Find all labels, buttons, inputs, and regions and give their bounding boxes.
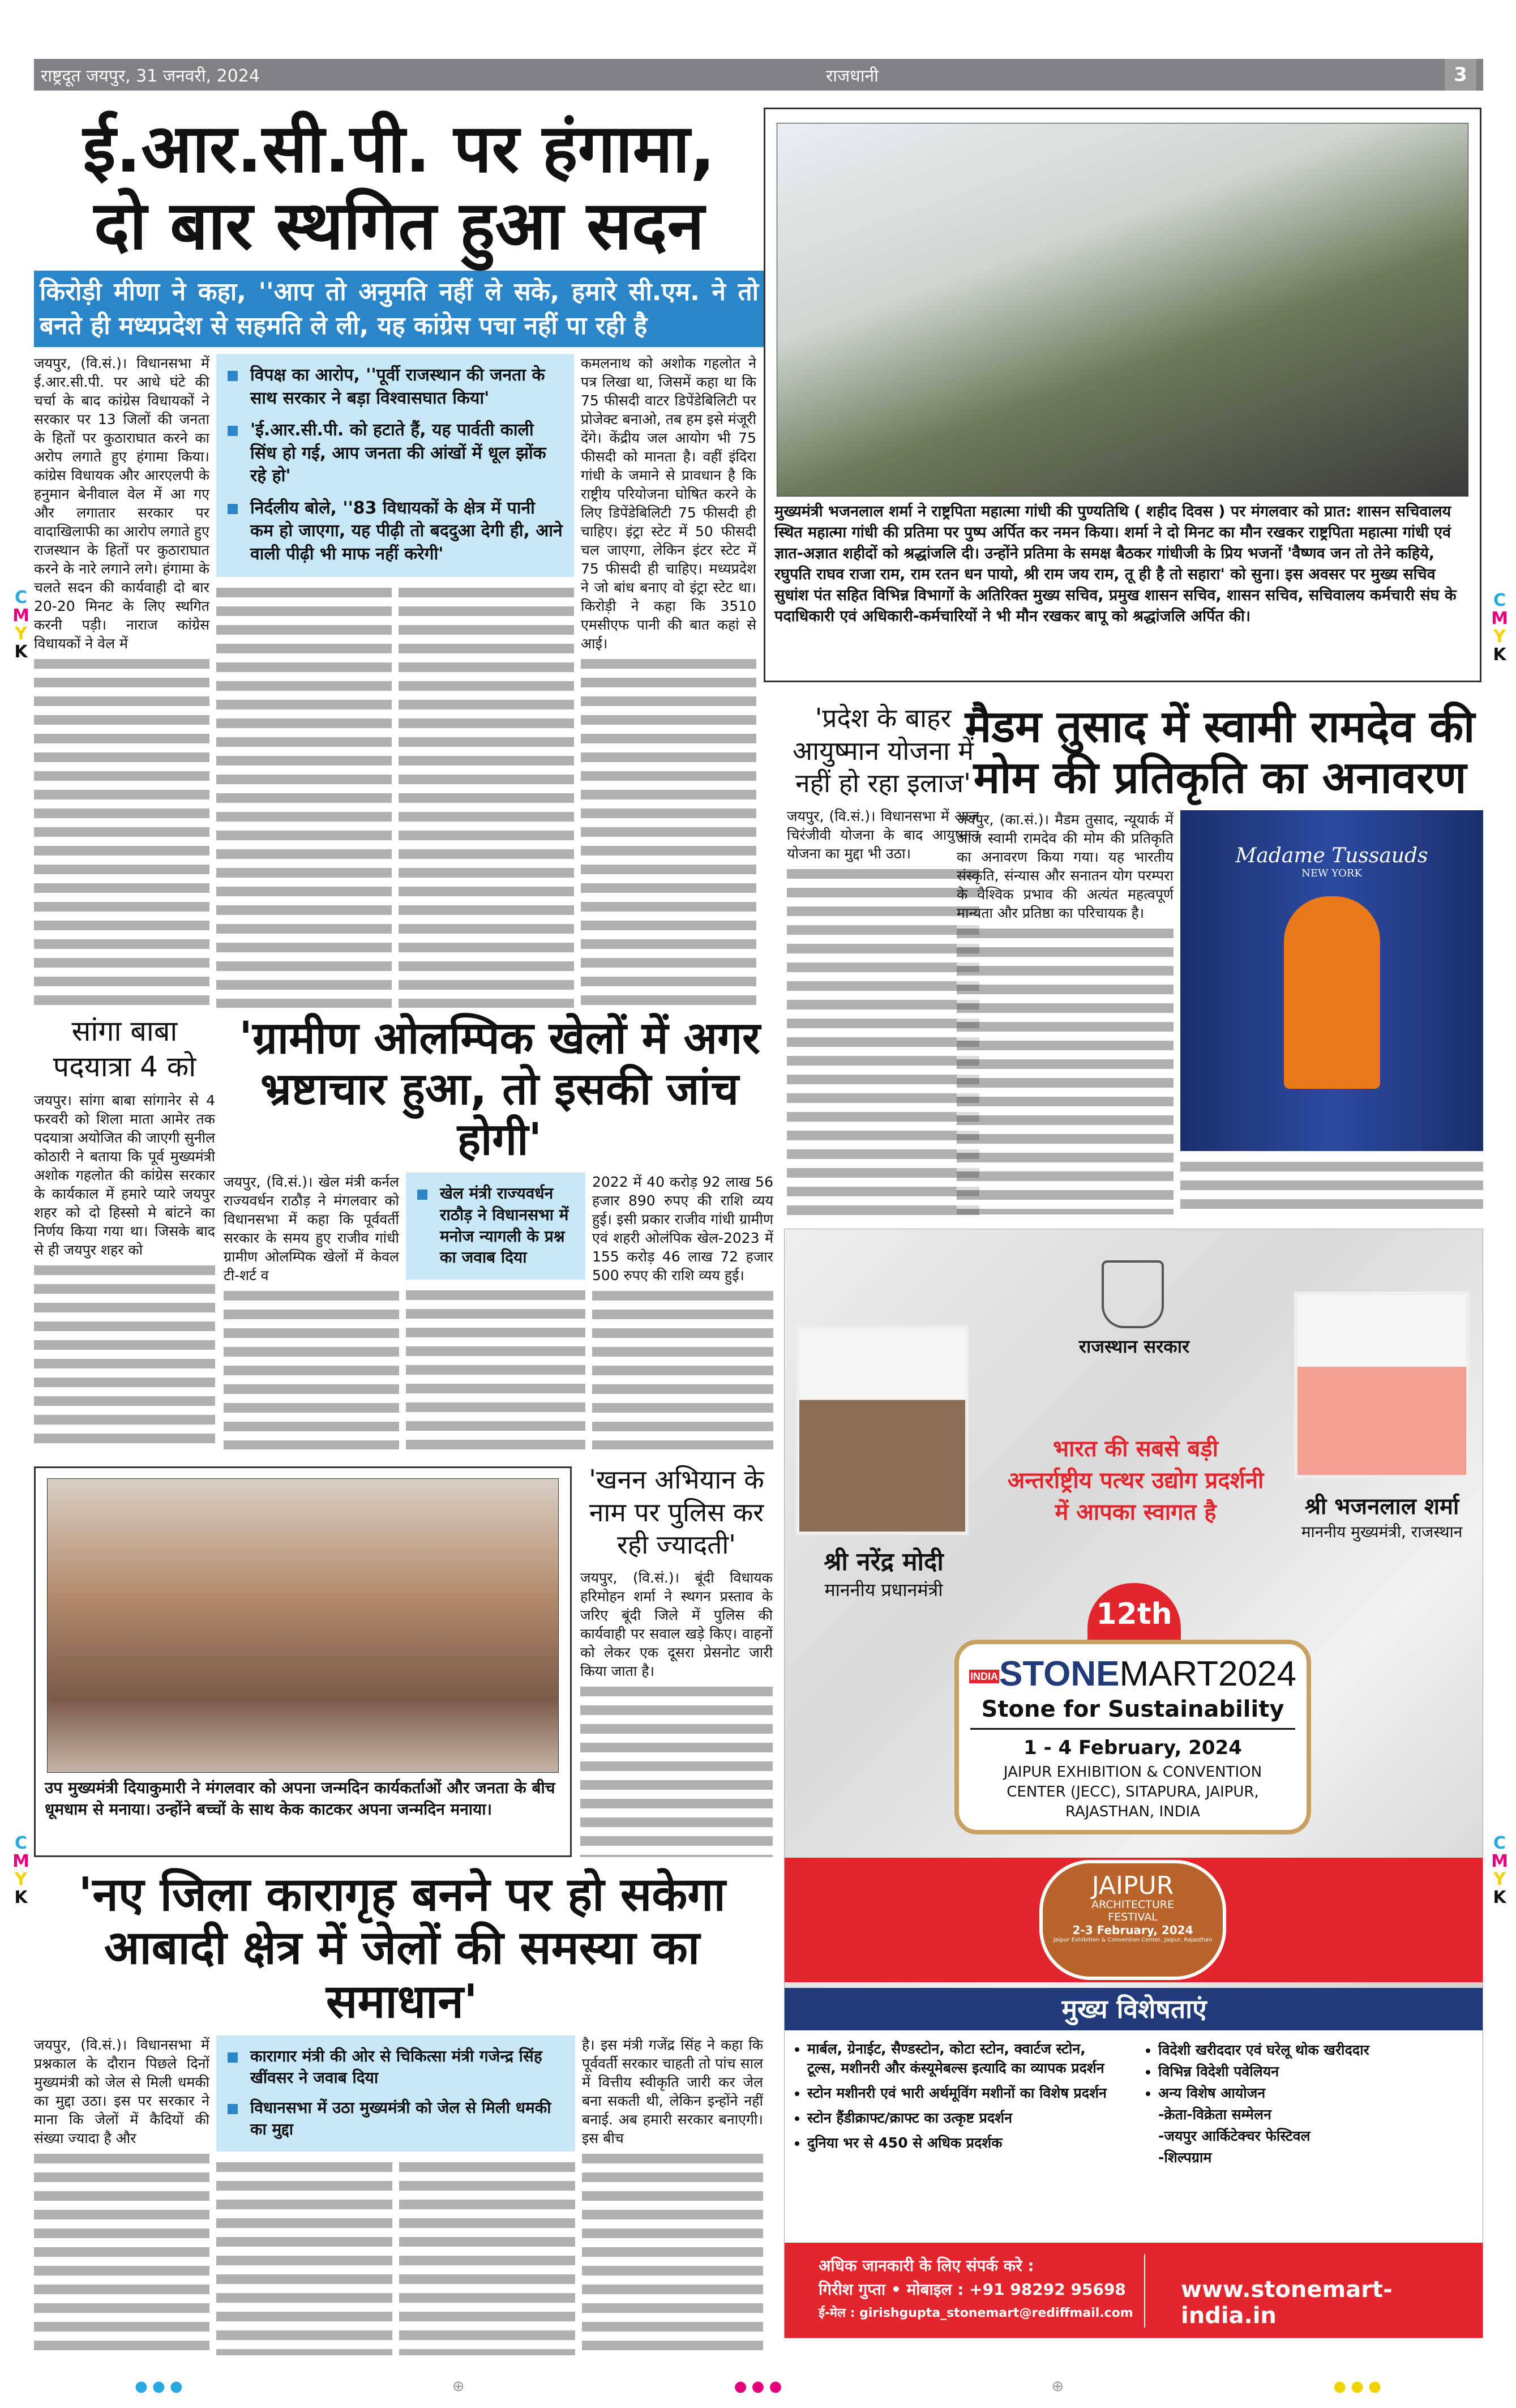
jaf-sub1: ARCHITECTURE <box>1091 1898 1174 1911</box>
body-text-lines <box>399 2158 575 2355</box>
welcome-line: भारत की सबसे बड़ी <box>1052 1436 1219 1462</box>
cmyk-y: Y <box>1493 627 1506 647</box>
feature-item: • विभिन्न विदेशी पवेलियन <box>1158 2061 1470 2082</box>
khanan-column <box>580 1568 773 1858</box>
olympic-column-1 <box>224 1173 399 1449</box>
logo-india: INDIA <box>970 1670 999 1682</box>
ayushman-body-text: जयपुर, (वि.सं.)। विधानसभा में आज चिरंजीवी योजना के बाद आयुष्मान योजना का मुद्दा भी उठा। <box>787 807 979 862</box>
logo-stone: STONE <box>999 1654 1120 1693</box>
body-text-lines <box>582 2150 763 2355</box>
tussauds-body-text: जयपुर, (का.सं.)। मैडम तुसाद, न्यूयार्क में आज स्वामी रामदेव की मोम की प्रतिकृति का अनावरण किया गया। यह भारतीय संस्कृति, संन्यास और सनातन योग परम्परा के वैश्विक प्रभाव की अत्यंत महत्वपूर्ण मान्यता और प्रतिष्ठा का परिचायक है। <box>957 811 1174 922</box>
cmyk-c: C <box>1493 591 1506 610</box>
jail-column-1 <box>34 2035 209 2355</box>
khanan-body-text: जयपुर, (वि.सं.)। बूंदी विधायक हरिमोहन शर्मा ने स्थगन प्रस्ताव के जरिए बूंदी जिले में पुलिस की कार्यवाही पर सवाल खड़े किए। वाहनों को लेकर एक दूसरा प्रेसनोट जारी किया जाता है। <box>580 1569 773 1679</box>
lead-columns <box>34 354 764 1008</box>
cmyk-y: Y <box>15 624 27 644</box>
tussauds-right <box>1180 810 1483 1214</box>
jail-middle-columns <box>216 2158 575 2355</box>
olympic-column-2 <box>406 1286 585 1449</box>
gandhi-photo-frame <box>764 108 1481 682</box>
feature-item: • दुनिया भर से 450 से अधिक प्रदर्शक <box>807 2133 1113 2153</box>
olympic-body-text: 2022 में 40 करोड़ 92 लाख 56 हजार 890 रुपए की राशि व्यय हुई। इसी प्रकार राजीव गांधी ग्रामीण एवं शहरी ओलंपिक खेल-2023 में 155 करोड़ 46 लाख 72 हजार 500 रुपए की राशि व्यय हुई। <box>592 1174 773 1284</box>
cmyk-c: C <box>1493 1833 1506 1853</box>
jail-column-3 <box>399 2158 575 2355</box>
diya-kumari-photo-frame <box>34 1466 572 1857</box>
stonemart-logo <box>959 1654 1307 1693</box>
lead-story <box>34 110 764 1008</box>
feature-item: • अन्य विशेष आयोजन <box>1158 2082 1470 2104</box>
feature-item: • विदेशी खरीददार एवं घरेलू थोक खरीददार <box>1158 2039 1470 2061</box>
statue-figure <box>1284 896 1380 1089</box>
jaf-sub2: FESTIVAL <box>1108 1911 1158 1923</box>
birthday-celebration-photo <box>47 1478 559 1773</box>
welcome-line: अन्तर्राष्ट्रीय पत्थर उद्योग प्रदर्शनी <box>1007 1468 1264 1494</box>
cmyk-k: K <box>1493 1888 1506 1907</box>
tussauds-column-2 <box>1180 1158 1483 1214</box>
registration-mark-icon: ⊕ <box>452 2378 465 2395</box>
jail-highlights-box <box>216 2035 575 2152</box>
olympic-headline: 'ग्रामीण ओलम्पिक खेलों में अगर भ्रष्टाचार हुआ, तो इसकी जांच होगी' <box>239 1013 760 1166</box>
contact-band <box>785 2243 1483 2338</box>
gandhi-photo-caption: मुख्यमंत्री भजनलाल शर्मा ने राष्ट्रपिता महात्मा गांधी की पुण्यतिथि ( शहीद दिवस ) पर मंगलवार को प्रात: शासन सचिवालय स्थित महात्मा गांधी की प्रतिमा पर पुष्प अर्पित कर नमन किया। शर्मा ने दो मिनट का मौन रखकर राष्ट्रपिता महात्मा गांधी एवं ज्ञात-अज्ञात शहीदों को श्रद्धांजलि दी। उन्होंने प्रतिमा के समक्ष बैठकर गांधीजी के प्रिय भजनों 'वैष्णव जन तो तेने कहिये, रघुपति राघव राजा राम, राम रतन धन पायो, श्री राम जय राम, तू ही है तो सहारा' को सुना। इस अवसर पर मुख्य सचिव सुधांश पंत सहित विभिन्न विभागों के अतिरिक्त मुख्य सचिव, प्रमुख शासन सचिव, शासन सचिव, सचिवालय कर्मचारी संघ के पदाधिकारी एवं अधिकारी-कर्मचारियों ने भी मौन रखकर बापू को श्रद्धांजलि अर्पित की। <box>774 503 1457 625</box>
tagline: Stone for Sustainability <box>970 1696 1295 1730</box>
jail-column-4 <box>582 2035 763 2355</box>
highlight-item: निर्दलीय बोले, ''83 विधायकों के क्षेत्र में पानी कम हो जाएगा, यह पीढ़ी तो बददुआ देगी ही, आने वाली पीढ़ी भी माफ नहीं करेगी' <box>228 497 563 566</box>
olympic-columns <box>224 1173 776 1449</box>
cmyk-k: K <box>14 642 28 662</box>
tussauds-column <box>957 810 1174 1214</box>
cmyk-registration-mark <box>1491 592 1508 664</box>
sanga-story <box>34 1013 215 1449</box>
cmyk-k: K <box>14 1888 28 1907</box>
lead-headline: ई.आर.सी.पी. पर हंगामा, दो बार स्थगित हुआ सदन <box>83 109 716 264</box>
body-text-lines <box>581 655 756 1008</box>
photo-sign: Madame Tussauds <box>1235 844 1428 868</box>
features-right-list <box>1158 2039 1470 2169</box>
jail-column-2 <box>216 2158 392 2355</box>
body-text-lines <box>34 1261 215 1449</box>
khanan-story <box>580 1464 773 1857</box>
olympic-highlight-box <box>406 1173 585 1280</box>
cmyk-c: C <box>14 1833 28 1853</box>
cmyk-m: M <box>12 606 29 626</box>
section-title: राजधानी <box>825 66 879 86</box>
highlight-item: विपक्ष का आरोप, ''पूर्वी राजस्थान की जनता के साथ सरकार ने बड़ा विश्वासघात किया' <box>228 364 563 410</box>
cmyk-m: M <box>1491 609 1508 628</box>
lead-subheadline-banner: किरोड़ी मीणा ने कहा, ''आप तो अनुमति नहीं ले सके, हमारे सी.एम. ने तो बनते ही मध्यप्रदेश से सहमति ले ली, यह कांग्रेस पचा नहीं पा रही है <box>34 271 764 347</box>
jaf-venue: Jaipur Exhibition & Convention Center, Jaipur, Rajasthan <box>1053 1937 1213 1943</box>
features-title: मुख्य विशेषताएं <box>785 1988 1483 2030</box>
jail-body-text: जयपुर, (वि.सं.)। विधानसभा में प्रश्नकाल के दौरान पिछले दिनों मुख्यमंत्री को जेल से मिली धमकी का मुद्दा उठा। इस पर सरकार ने माना कि जेलों में कैदियों की संख्या ज्यादा है और <box>34 2036 209 2146</box>
cmyk-m: M <box>1491 1851 1508 1871</box>
event-item: -शिल्पग्राम <box>1158 2149 1212 2166</box>
cmyk-y: Y <box>1493 1870 1506 1889</box>
highlight-item: खेल मंत्री राज्यवर्धन राठौड़ ने विधानसभा में मनोज न्यागली के प्रश्न का जवाब दिया <box>417 1183 574 1268</box>
body-text-lines <box>1180 1158 1483 1214</box>
features-panel <box>785 2030 1483 2243</box>
body-text-lines <box>592 1287 773 1449</box>
olympic-story <box>224 1013 776 1449</box>
olympic-body-text: जयपुर, (वि.सं.)। खेल मंत्री कर्नल राज्यवर्धन राठौड़ ने मंगलवार को विधानसभा में कहा कि पूर्ववर्ती सरकार के समय हुए राजीव गांधी ग्रामीण ओलम्पिक खेलों में केवल टी-शर्ट व <box>224 1174 399 1284</box>
modi-title: माननीय प्रधानमंत्री <box>824 1579 943 1601</box>
contact-title: अधिक जानकारी के लिए संपर्क करे : <box>819 2256 1034 2275</box>
jaf-dates: 2-3 February, 2024 <box>1072 1923 1193 1937</box>
cmyk-y: Y <box>15 1870 27 1889</box>
website-link[interactable]: www.stonemart-india.in <box>1181 2277 1393 2329</box>
body-text-lines <box>957 925 1174 1214</box>
lead-column-2 <box>216 584 392 1008</box>
body-text-lines <box>224 1287 399 1449</box>
jail-middle <box>216 2035 575 2355</box>
event-venue: JAIPUR EXHIBITION & CONVENTION CENTER (JECC), SITAPURA, JAIPUR, RAJASTHAN, INDIA <box>1003 1764 1262 1821</box>
page-number: 3 <box>1445 59 1476 91</box>
ayushman-column <box>787 807 979 1224</box>
color-dot-icon: ● ● ● <box>1333 2378 1381 2395</box>
logo-mart: MART2024 <box>1119 1654 1296 1693</box>
lead-body-text: जयपुर, (वि.सं.)। विधानसभा में ई.आर.सी.पी. पर आधे घंटे की चर्चा के बाद कांग्रेस विधायकों ने सरकार पर 13 जिलों की जनता के हितों पर कुठाराघात करने का अरोप लगाते हुए हंगामा किया। कांग्रेस विधायक और आरएलपी के हनुमान बेनीवाल वेल में आ गए और लगातार सरकार पर वादाखिलाफी का आरोप लगाते हुए राजस्थान के हितों पर कुठाराघात करने के नारे लगाने लगे। हंगामा के चलते सदन की कार्यवाही दो बार 20-20 मिनट के लिए स्थगित करनी पड़ी। नाराज कांग्रेस विधायकों ने वेल में <box>34 355 209 652</box>
cmyk-registration-mark <box>12 1834 29 1907</box>
jail-story <box>34 1868 770 2355</box>
registration-mark-icon: ⊕ <box>1051 2378 1064 2395</box>
contact-info <box>819 2254 1136 2325</box>
body-text-lines <box>216 2158 392 2355</box>
body-text-lines <box>787 865 979 1224</box>
body-text-lines <box>580 1683 773 1858</box>
tussauds-story <box>957 702 1483 1214</box>
page-header <box>34 59 1483 91</box>
lead-body-text: कमलनाथ को अशोक गहलोत ने पत्र लिखा था, जिसमें कहा था कि 75 फीसदी वाटर डिपेंडेबिलिटी पर प्रोजेक्ट बनाओ, तब हम इसे मंजूरी देंगे। केंद्रीय जल आयोग भी 75 फीसदी को मानता है। वहीं इंदिरा गांधी के जमाने से प्रावधान है कि राष्ट्रीय परियोजना घोषित करने के लिए डिपेंडेबिलिटी 75 फीसदी ही चाहिए। इंट्रा स्टेट में 50 फीसदी चल जाएगा, लेकिन इंटर स्टेट में 75 फीसदी ही चाहिए। मध्यप्रदेश ने जो बांध बनाए वो इंट्रा स्टेट था। किरोड़ी ने कहा कि 3510 एमसीएफ पानी की बात कहां से आई। <box>581 355 756 652</box>
olympic-column-3 <box>592 1173 773 1449</box>
contact-phone: गिरीश गुप्ता • मोबाइल : +91 98292 95698 <box>819 2280 1126 2299</box>
color-dot-icon: ● ● ● <box>734 2378 782 2395</box>
bhajanlal-photo <box>1294 1291 1470 1478</box>
modi-name: श्री नरेंद्र मोदी <box>824 1547 944 1576</box>
ayushman-headline: 'प्रदेश के बाहर आयुष्मान योजना में नहीं हो रहा इलाज' <box>792 703 974 798</box>
khanan-headline: 'खनन अभियान के नाम पर पुलिस कर रही ज्यादती' <box>589 1464 764 1560</box>
divider <box>1144 2254 1145 2328</box>
dateline: राष्ट्रदूत जयपुर, 31 जनवरी, 2024 <box>41 66 260 86</box>
highlight-item: 'ई.आर.सी.पी. को हटाते हैं, यह पार्वती काली सिंध हो गई, आप जनता की आंखों में धूल झोंक रहे हो' <box>228 419 563 488</box>
lead-highlights-box <box>216 354 574 577</box>
jail-headline: 'नए जिला कारागृह बनने पर हो सकेगा आबादी क्षेत्र में जेलों की समस्या का समाधान' <box>78 1868 726 2029</box>
tussauds-columns <box>957 810 1483 1214</box>
sanga-headline: सांगा बाबा पदयात्रा 4 को <box>53 1015 196 1083</box>
bhajanlal-title: माननीय मुख्यमंत्री, राजस्थान <box>1301 1522 1463 1541</box>
features-left-list <box>807 2039 1113 2153</box>
lead-middle <box>216 354 574 1008</box>
body-text-lines <box>216 584 392 1008</box>
print-color-bar <box>0 2378 1516 2395</box>
sanga-body-text: जयपुर। सांगा बाबा सांगानेर से 4 फरवरी को शिला माता आमेर तक पदयात्रा अयोजित की जाएगी सुनील कोठारी ने बताया कि पूर्व मुख्यमंत्री अशोक गहलोत की कांग्रेस सरकार के कार्यकाल में हमारे प्यारे जयपुर शहर को दो हिस्सो मे बांटने का निर्णय किया गया था। जिसके बाद से ही जयपुर शहर को <box>34 1092 215 1258</box>
highlight-item: कारागार मंत्री की ओर से चिकित्सा मंत्री गजेन्द्र सिंह खींवसर ने जवाब दिया <box>228 2046 564 2089</box>
event-item: -जयपुर आर्किटेक्चर फेस्टिवल <box>1158 2128 1311 2144</box>
gandhi-statue-photo <box>777 123 1468 497</box>
welcome-message <box>988 1433 1283 1528</box>
body-text-lines <box>34 655 209 1008</box>
highlight-item: विधानसभा में उठा मुख्यमंत्री को जेल से मिली धमकी का मुद्दा <box>228 2097 564 2140</box>
jaf-title: JAIPUR <box>1091 1871 1174 1900</box>
diya-photo-caption: उप मुख्यमंत्री दियाकुमारी ने मंगलवार को अपना जन्मदिन कार्यकर्ताओं और जनता के बीच धूमधाम से मनाया। उन्होंने बच्चों के साथ केक काटकर अपना जन्मदिन मनाया। <box>45 1778 555 1819</box>
feature-item: • स्टोन मशीनरी एवं भारी अर्थमूविंग मशीनों का विशेष प्रदर्शन <box>807 2084 1113 2103</box>
ramdev-wax-statue-photo <box>1180 810 1483 1151</box>
body-text-lines <box>34 2150 209 2355</box>
welcome-line: में आपका स्वागत है <box>1055 1499 1217 1525</box>
bhajanlal-name: श्री भजनलाल शर्मा <box>1304 1494 1459 1520</box>
jail-body-text: है। इस मंत्री गजेंद्र सिंह ने कहा कि पूर्ववर्ती सरकार चाहती तो पांच साल में वित्तीय स्वीकृति जारी कर जेल बना सकती थी, लेकिन इन्होंने नहीं बनाई. अब हमारी सरकार बनाएगी। इस बीच <box>582 2036 763 2146</box>
tussauds-headline: मैडम तुसाद में स्वामी रामदेव की मोम की प्रतिकृति का अनावरण <box>965 702 1475 803</box>
event-item: -क्रेता-विक्रेता सम्मेलन <box>1158 2106 1271 2123</box>
lead-middle-columns <box>216 584 574 1008</box>
lead-column-1 <box>34 354 209 1008</box>
feature-item: • स्टोन हैंडीक्राफ्ट/क्राफ्ट का उत्कृष्ट प्रदर्शन <box>807 2108 1113 2128</box>
modi-photo <box>796 1325 969 1535</box>
jail-columns <box>34 2035 770 2355</box>
jaipur-architecture-festival-logo <box>1039 1860 1226 1980</box>
olympic-middle <box>406 1173 585 1449</box>
lead-column-3 <box>399 584 574 1008</box>
body-text-lines <box>399 584 574 1008</box>
stonemart-advertisement <box>784 1229 1483 2338</box>
cmyk-registration-mark <box>1491 1834 1508 1907</box>
govt-label: राजस्थान सरकार <box>1078 1336 1190 1357</box>
stonemart-logo-card <box>954 1640 1311 1834</box>
cmyk-registration-mark <box>12 589 29 661</box>
event-dates: 1 - 4 February, 2024 <box>1023 1737 1242 1759</box>
lead-column-4 <box>581 354 756 1008</box>
cmyk-c: C <box>14 588 28 608</box>
color-dot-icon: ● ● ● <box>135 2378 183 2395</box>
ashoka-emblem-icon <box>1102 1260 1164 1328</box>
feature-item: • मार्बल, ग्रेनाईट, सैण्डस्टोन, कोटा स्टोन, क्वार्टज स्टोन, टूल्स, मशीनरी और कंस्यूमेबल्स इत्यादि का व्यापक प्रदर्शन <box>807 2039 1113 2078</box>
sanga-column <box>34 1091 215 1449</box>
body-text-lines <box>406 1286 585 1449</box>
edition-badge: 12th <box>1087 1583 1181 1651</box>
photo-sign: NEW YORK <box>1301 867 1362 880</box>
cmyk-m: M <box>12 1851 29 1871</box>
contact-email[interactable]: ई-मेल : girishgupta_stonemart@rediffmail.com <box>819 2306 1133 2320</box>
ayushman-story <box>787 702 979 1223</box>
cmyk-k: K <box>1493 645 1506 665</box>
